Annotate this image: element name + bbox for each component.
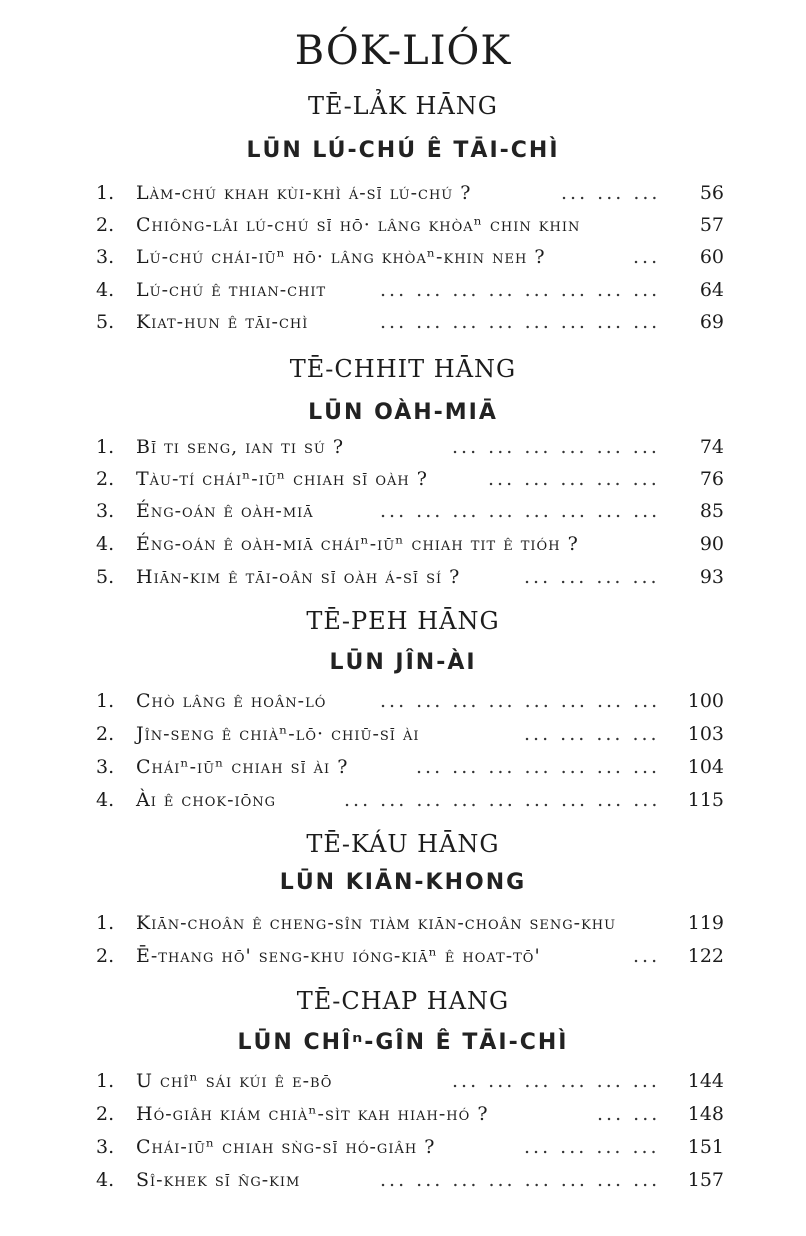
entry-page-number: 115 <box>687 789 724 811</box>
toc-entry[interactable] <box>96 242 724 272</box>
chapter-heading: TĒ-KÁU HĀNG <box>306 830 500 858</box>
entry-title: Jîn-seng ê chiàⁿ-lō· chiū-sī ài <box>136 723 420 745</box>
toc-entry[interactable] <box>96 908 724 938</box>
entry-title: Sî-khek sī n̂g-kim <box>136 1169 301 1191</box>
entry-page-number: 100 <box>687 690 724 712</box>
toc-entry[interactable] <box>96 1066 724 1096</box>
toc-entry[interactable] <box>96 210 724 240</box>
chapter-heading: TĒ-LẢK HĀNG <box>308 92 498 120</box>
entry-leader-dots: ... ... ... ... ... ... <box>452 1070 660 1092</box>
entry-page-number: 69 <box>699 311 724 333</box>
toc-entry[interactable] <box>96 275 724 305</box>
entry-number: 1. <box>96 182 115 204</box>
entry-number: 4. <box>96 789 115 811</box>
entry-title: Lú-chú chái-iūⁿ hō· lâng khòaⁿ-khin neh ? <box>136 246 546 268</box>
entry-page-number: 60 <box>699 246 724 268</box>
entry-leader-dots: ... ... ... ... ... ... ... ... <box>380 690 661 712</box>
entry-page-number: 122 <box>687 945 724 967</box>
entry-title: Bī ti seng, ian ti sú ? <box>136 436 345 458</box>
entry-leader-dots: ... ... ... ... ... ... ... ... <box>380 279 661 301</box>
toc-entry[interactable] <box>96 307 724 337</box>
toc-entry[interactable] <box>96 1165 724 1195</box>
toc-entry[interactable] <box>96 719 724 749</box>
entry-leader-dots: ... ... ... <box>561 182 661 204</box>
entry-page-number: 119 <box>687 912 724 934</box>
entry-number: 4. <box>96 533 115 555</box>
toc-entry[interactable] <box>96 686 724 716</box>
entry-title: Hó-giâh kiám chiàⁿ-sìt kah hiah-hó ? <box>136 1103 489 1125</box>
entry-title: Kiat-hun ê tāi-chì <box>136 311 309 333</box>
entry-title: Kiān-choân ê cheng-sîn tiàm kiān-choân seng-khu <box>136 912 617 934</box>
toc-entry[interactable] <box>96 785 724 815</box>
chapter-subtitle: LŪN LÚ-CHÚ Ê TĀI-CHÌ <box>246 138 560 163</box>
toc-entry[interactable] <box>96 432 724 462</box>
entry-title: Chò lâng ê hoân-ló <box>136 690 327 712</box>
entry-page-number: 104 <box>687 756 724 778</box>
entry-page-number: 57 <box>699 214 724 236</box>
entry-page-number: 148 <box>687 1103 724 1125</box>
entry-page-number: 93 <box>699 566 724 588</box>
entry-title: Cháiⁿ-iūⁿ chiah sī ài ? <box>136 756 349 778</box>
entry-page-number: 103 <box>687 723 724 745</box>
entry-number: 1. <box>96 912 115 934</box>
entry-number: 2. <box>96 468 115 490</box>
entry-title: Chái-iūⁿ chiah sǹg-sī hó-giâh ? <box>136 1136 436 1158</box>
entry-number: 2. <box>96 723 115 745</box>
entry-number: 2. <box>96 945 115 967</box>
toc-entry[interactable] <box>96 1099 724 1129</box>
entry-number: 2. <box>96 214 115 236</box>
entry-title: Éng-oán ê oàh-miā cháiⁿ-iūⁿ chiah tit ê tióh ? <box>136 533 579 555</box>
entry-number: 5. <box>96 566 115 588</box>
entry-title: U chîⁿ sái kúi ê e-bō <box>136 1070 333 1092</box>
entry-title: Hiān-kim ê tāi-oân sī oàh á-sī sí ? <box>136 566 461 588</box>
entry-number: 4. <box>96 1169 115 1191</box>
entry-leader-dots: ... ... ... ... ... <box>488 468 660 490</box>
toc-entry[interactable] <box>96 178 724 208</box>
entry-number: 3. <box>96 246 115 268</box>
entry-title: Làm-chú khah kùi-khì á-sī lú-chú ? <box>136 182 472 204</box>
entry-leader-dots: ... ... ... ... <box>524 566 660 588</box>
entry-leader-dots: ... <box>633 945 661 967</box>
entry-page-number: 74 <box>699 436 724 458</box>
entry-number: 3. <box>96 756 115 778</box>
toc-entry[interactable] <box>96 752 724 782</box>
toc-entry[interactable] <box>96 529 724 559</box>
chapter-subtitle: LŪN OÀH-MIĀ <box>308 400 498 425</box>
entry-number: 1. <box>96 690 115 712</box>
entry-title: Éng-oán ê oàh-miā <box>136 500 314 522</box>
entry-title: Tàu-tí cháiⁿ-iūⁿ chiah sī oàh ? <box>136 468 428 490</box>
toc-entry[interactable] <box>96 1132 724 1162</box>
entry-title: Ē-thang hō' seng-khu ióng-kiāⁿ ê hoat-tō' <box>136 945 541 967</box>
chapter-subtitle: LŪN KIĀN-KHONG <box>279 870 527 895</box>
entry-title: Ài ê chok-iōng <box>136 789 277 811</box>
entry-title: Chiông-lâi lú-chú sī hō· lâng khòaⁿ chin khin <box>136 214 581 236</box>
chapter-heading: TĒ-CHAP HANG <box>296 987 510 1015</box>
entry-leader-dots: ... ... ... ... ... ... ... ... <box>380 500 661 522</box>
entry-number: 3. <box>96 1136 115 1158</box>
entry-leader-dots: ... ... ... ... ... ... ... ... <box>380 311 661 333</box>
entry-number: 2. <box>96 1103 115 1125</box>
entry-page-number: 76 <box>699 468 724 490</box>
entry-page-number: 90 <box>699 533 724 555</box>
entry-page-number: 144 <box>687 1070 724 1092</box>
entry-leader-dots: ... ... ... ... <box>524 723 660 745</box>
toc-entry[interactable] <box>96 464 724 494</box>
toc-entry[interactable] <box>96 941 724 971</box>
toc-entry[interactable] <box>96 562 724 592</box>
entry-page-number: 85 <box>699 500 724 522</box>
entry-page-number: 64 <box>699 279 724 301</box>
toc-entry[interactable] <box>96 496 724 526</box>
entry-leader-dots: ... ... ... ... ... ... ... <box>416 756 661 778</box>
entry-leader-dots: ... <box>633 246 661 268</box>
entry-leader-dots: ... ... <box>597 1103 661 1125</box>
page-title: BÓK-LIÓK <box>294 28 512 74</box>
chapter-heading: TĒ-CHHIT HĀNG <box>289 355 517 383</box>
entry-number: 1. <box>96 1070 115 1092</box>
entry-title: Lú-chú ê thian-chit <box>136 279 327 301</box>
chapter-subtitle: LŪN CHÎⁿ-GÎN Ê TĀI-CHÌ <box>237 1030 569 1055</box>
entry-leader-dots: ... ... ... ... ... ... ... ... <box>380 1169 661 1191</box>
entry-number: 4. <box>96 279 115 301</box>
entry-leader-dots: ... ... ... ... ... ... <box>452 436 660 458</box>
entry-number: 1. <box>96 436 115 458</box>
entry-page-number: 56 <box>699 182 724 204</box>
chapter-heading: TĒ-PEH HĀNG <box>306 607 500 635</box>
entry-page-number: 151 <box>687 1136 724 1158</box>
entry-page-number: 157 <box>687 1169 724 1191</box>
entry-number: 5. <box>96 311 115 333</box>
entry-leader-dots: ... ... ... ... ... ... ... ... ... <box>344 789 661 811</box>
chapter-subtitle: LŪN JÎN-ÀI <box>329 650 477 675</box>
entry-leader-dots: ... ... ... ... <box>524 1136 660 1158</box>
entry-number: 3. <box>96 500 115 522</box>
